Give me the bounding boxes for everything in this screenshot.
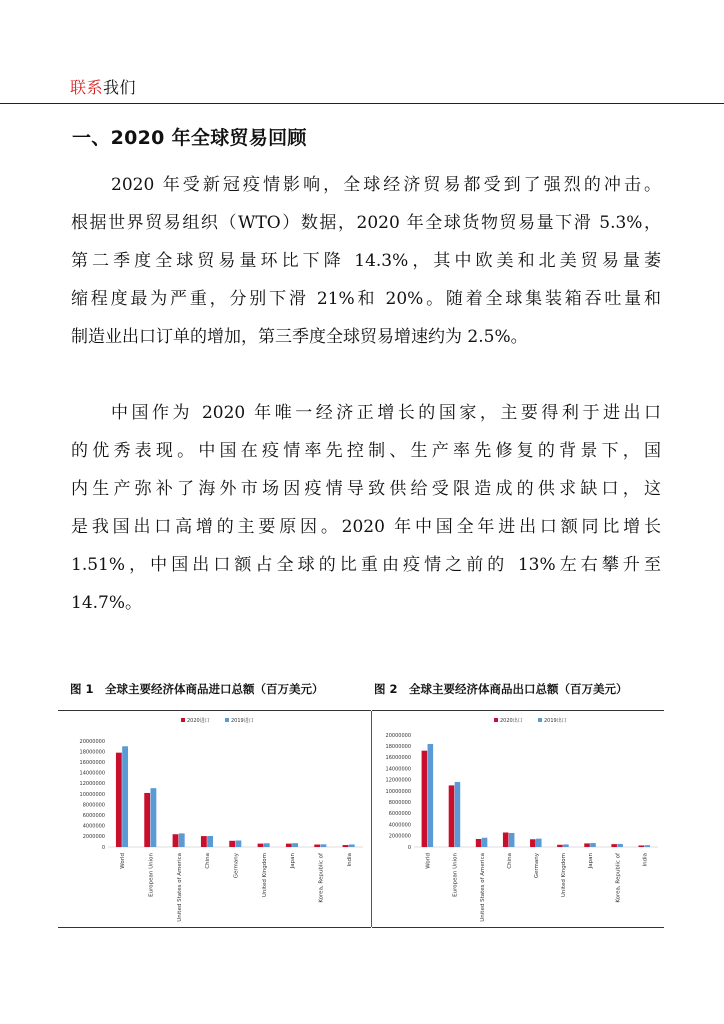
figure-1-caption: 图 1 全球主要经济体商品进口总额（百万美元）: [70, 682, 324, 696]
bar-previous: [264, 843, 270, 847]
bar-previous: [122, 746, 128, 847]
page-header: [0, 0, 724, 104]
y-tick-label: 20000000: [79, 738, 105, 745]
export-chart: [372, 711, 664, 927]
bar-previous: [563, 844, 569, 847]
y-tick-label: 10000000: [385, 788, 411, 795]
paragraph-line: 根据世界贸易组织（WTO）数据，2020 年全球货物贸易量下滑 5.3%，: [71, 213, 661, 233]
bar-previous: [428, 744, 434, 847]
y-tick-label: 8000000: [388, 800, 411, 806]
import-chart: [58, 711, 371, 927]
bar-previous: [151, 788, 157, 847]
x-tick-label: Korea, Republic of: [615, 853, 622, 903]
y-tick-label: 12000000: [385, 777, 411, 784]
bar-current: [201, 836, 207, 847]
header-contact-red: 联系: [70, 78, 104, 97]
paragraph-line: 14.7%。: [71, 593, 143, 613]
bar-current: [611, 844, 617, 847]
bar-current: [503, 832, 509, 847]
x-tick-label: Germany: [534, 853, 540, 879]
y-tick-label: 16000000: [385, 755, 411, 762]
x-tick-label: European Union: [148, 853, 155, 897]
paragraph-line: 中国作为 2020 年唯一经济正增长的国家，主要得利于进出口: [111, 403, 661, 423]
x-tick-label: United States of America: [176, 853, 183, 922]
paragraph-line: 1.51%，中国出口额占全球的比重由疫情之前的 13%左右攀升至: [71, 555, 661, 575]
bar-current: [557, 845, 563, 847]
bar-previous: [509, 833, 515, 847]
bar-current: [584, 843, 590, 847]
y-tick-label: 16000000: [79, 760, 105, 766]
y-tick-label: 18000000: [385, 744, 411, 750]
x-tick-label: World: [120, 853, 127, 869]
bar-previous: [644, 845, 650, 847]
y-tick-label: 0: [101, 844, 105, 851]
x-tick-label: United Kingdom: [561, 853, 568, 898]
bar-previous: [349, 844, 355, 847]
y-tick-label: 2000000: [388, 833, 411, 840]
x-tick-label: India: [642, 853, 649, 867]
bar-previous: [179, 833, 185, 847]
x-tick-label: United Kingdom: [261, 853, 268, 898]
legend-label: 2020出口: [500, 718, 523, 724]
legend-swatch: [494, 718, 498, 722]
bar-current: [314, 845, 320, 847]
x-tick-label: Germany: [233, 853, 240, 879]
bar-current: [144, 793, 150, 847]
paragraph-line: 2020 年受新冠疫情影响，全球经济贸易都受到了强烈的冲击。: [111, 175, 661, 195]
bar-previous: [321, 844, 327, 847]
y-tick-label: 14000000: [385, 766, 411, 773]
paragraph-line: 第二季度全球贸易量环比下降 14.3%，其中欧美和北美贸易量萎: [71, 251, 661, 271]
bar-previous: [482, 838, 488, 847]
bar-current: [343, 845, 349, 847]
figure-2-frame: [372, 710, 664, 928]
y-tick-label: 4000000: [82, 823, 105, 830]
y-tick-label: 2000000: [82, 834, 105, 841]
paragraph-1: [71, 166, 661, 356]
y-tick-label: 6000000: [82, 813, 105, 819]
x-tick-label: China: [506, 853, 513, 869]
paragraph-line: 内生产弥补了海外市场因疫情导致供给受限造成的供求缺口，这: [71, 479, 661, 499]
figure-2-caption: 图 2 全球主要经济体商品出口总额（百万美元）: [374, 682, 628, 696]
x-tick-label: European Union: [452, 853, 459, 897]
paragraph-2: [71, 394, 661, 622]
paragraph-line: 缩程度最为严重，分别下滑 21%和 20%。随着全球集装箱吞吐量和: [71, 289, 661, 309]
bar-previous: [292, 843, 298, 847]
bar-current: [530, 839, 536, 847]
header-contact-rest: 我们: [103, 78, 137, 97]
bar-previous: [590, 843, 596, 847]
bar-current: [476, 839, 482, 847]
y-tick-label: 0: [407, 844, 411, 851]
bar-previous: [207, 836, 213, 847]
bar-current: [116, 753, 122, 847]
legend-swatch: [181, 718, 185, 722]
x-tick-label: India: [346, 853, 353, 867]
bar-current: [173, 834, 179, 847]
y-tick-label: 14000000: [79, 770, 105, 777]
y-tick-label: 4000000: [388, 822, 411, 829]
y-tick-label: 6000000: [388, 811, 411, 818]
bar-current: [229, 841, 235, 847]
legend-label: 2019进口: [231, 718, 254, 724]
paragraph-line: 是我国出口高增的主要原因。2020 年中国全年进出口额同比增长: [71, 517, 661, 537]
paragraph-line: 制造业出口订单的增加，第三季度全球贸易增速约为 2.5%。: [71, 327, 528, 347]
figure-1-frame: [58, 710, 371, 928]
y-tick-label: 8000000: [82, 802, 105, 809]
bar-previous: [455, 782, 461, 847]
bar-current: [449, 785, 455, 847]
paragraph-line: 的优秀表现。中国在疫情率先控制、生产率先修复的背景下，国: [71, 441, 661, 461]
bar-previous: [236, 840, 242, 847]
bar-current: [422, 751, 428, 847]
legend-swatch: [225, 718, 229, 722]
section-title: 一、2020 年全球贸易回顾: [72, 127, 307, 149]
x-tick-label: China: [205, 853, 212, 869]
bar-previous: [617, 844, 623, 847]
y-tick-label: 10000000: [79, 791, 105, 798]
header-contact[interactable]: [70, 75, 136, 98]
bar-current: [258, 844, 264, 847]
x-tick-label: Japan: [290, 853, 297, 869]
x-tick-label: United States of America: [479, 853, 486, 922]
legend-swatch: [538, 718, 542, 722]
y-tick-label: 12000000: [79, 781, 105, 788]
x-tick-label: World: [425, 853, 432, 869]
x-tick-label: Japan: [588, 853, 595, 869]
bar-current: [286, 844, 292, 847]
legend-label: 2020进口: [187, 718, 210, 724]
bar-previous: [536, 839, 542, 847]
y-tick-label: 20000000: [385, 732, 411, 739]
bar-current: [638, 845, 644, 847]
x-tick-label: Korea, Republic of: [318, 853, 325, 903]
y-tick-label: 18000000: [79, 749, 105, 756]
legend-label: 2019出口: [544, 718, 567, 724]
